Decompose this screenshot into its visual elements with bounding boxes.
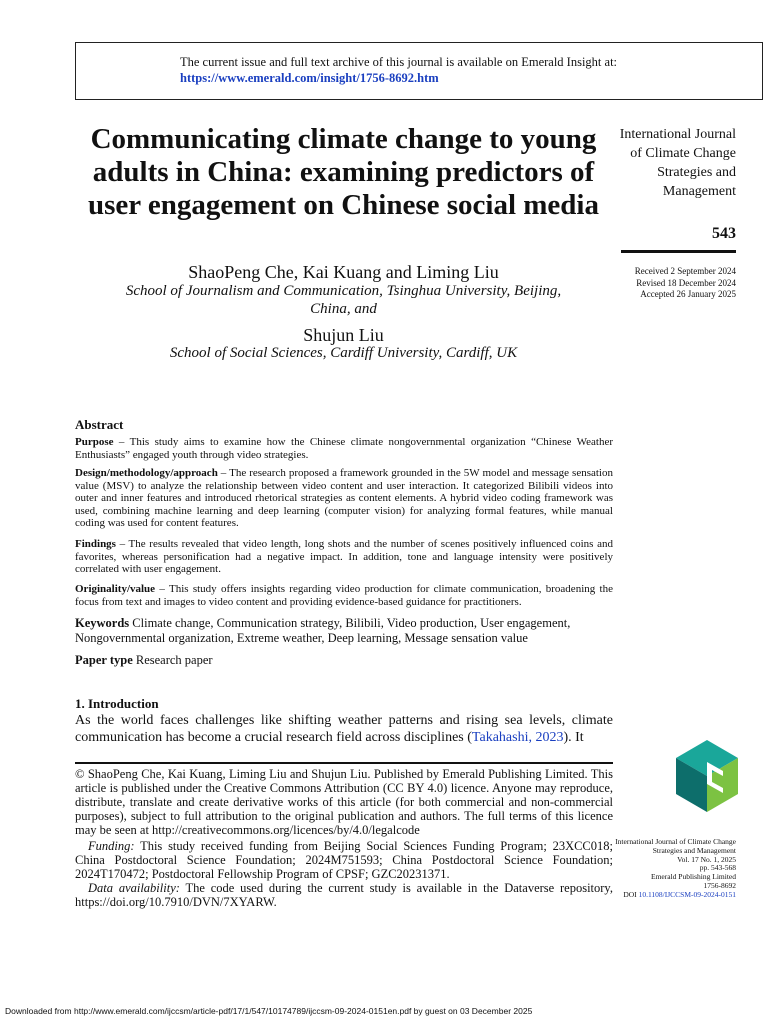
purpose-label: Purpose [75, 436, 114, 448]
funding-text: This study received funding from Beijing Social Sciences Funding Program; 23XCC018; China Postdoctoral Science Foundation; 2024M751593; China Postdoctoral Science Foundation; 2024T170472; Postdoctoral Fellowship Program of CPSF; GZC20231371. [75, 839, 613, 881]
affiliation-cardiff: School of Social Sciences, Cardiff University, Cardiff, UK [169, 345, 518, 361]
paper-type-label: Paper type [75, 653, 133, 667]
journal-info-name: International Journal of Climate Change Strategies and Management [615, 837, 736, 855]
abstract-purpose [75, 436, 613, 461]
funding-note [75, 839, 613, 881]
journal-pages: pp. 543-568 [699, 863, 736, 873]
access-notice-text: The current issue and full text archive of this journal is available on Emerald Insight at: [180, 55, 618, 69]
paper-type [75, 653, 213, 668]
abstract-design [75, 467, 613, 530]
received-date: Received 2 September 2024 [634, 266, 736, 276]
abstract-findings [75, 538, 613, 576]
emerald-logo-icon [676, 740, 738, 812]
funding-label: Funding: [88, 839, 135, 853]
article-dates [612, 266, 736, 301]
revised-date: Revised 18 December 2024 [636, 277, 736, 288]
purpose-text: – This study aims to examine how the Chinese climate nongovernmental organization “Chinese Weather Enthusiasts” engaged youth through video strategies. [75, 436, 613, 461]
affiliation-tsinghua: School of Journalism and Communication, Tsinghua University, Beijing, China, and [125, 283, 562, 317]
author-second: Shujun Liu [303, 325, 384, 345]
page-number: 543 [712, 225, 736, 242]
findings-text: – The results revealed that video length, long shots and the number of scenes positively influenced coins and favorites, whereas personification had a negative impact. In addition, tone and language intensity were positively correlated with user engagement. [75, 538, 613, 576]
citation-link[interactable]: Takahashi, 2023 [471, 730, 564, 745]
download-footer: Downloaded from http://www.emerald.com/ijccsm/article-pdf/17/1/547/10174789/ijccsm-09-2024-0151en.pdf by guest on 03 December 2025 [5, 1006, 533, 1016]
copyright-notice: © ShaoPeng Che, Kai Kuang, Liming Liu and Shujun Liu. Published by Emerald Publishing Limited. This article is published under the Creative Commons Attribution (CC BY 4.0) licence. Anyone may reproduce, distribute, translate and create derivative works of this article (for both commercial and non-commercial purposes), subject to full attribution to the original publication and authors. The full terms of this licence may be seen at http://creativecommons.org/licences/by/4.0/legalcode [75, 767, 613, 837]
journal-info [602, 838, 736, 900]
keywords [75, 616, 613, 646]
section-heading-introduction: 1. Introduction [75, 696, 159, 711]
abstract-heading: Abstract [75, 417, 124, 432]
design-label: Design/methodology/approach [75, 467, 218, 479]
findings-label: Findings [75, 538, 116, 550]
intro-text-start: As the world faces challenges like shifting weather patterns and rising sea levels, climate communication has become a crucial research field across disciplines ( [75, 713, 613, 745]
journal-name: International Journal of Climate Change Strategies and Management [619, 127, 736, 199]
accepted-date: Accepted 26 January 2025 [640, 289, 736, 299]
doi-label: DOI [623, 889, 637, 899]
introduction-text [75, 712, 613, 746]
footnote-divider [75, 762, 613, 764]
data-availability-text: The code used during the current study is available in the Dataverse repository, https://doi.org/10.7910/DVN/7XYARW. [75, 881, 613, 909]
intro-text-end: ). It [563, 730, 584, 745]
article-title: Communicating climate change to young adults in China: examining predictors of user engagement on Chinese social media [88, 123, 599, 221]
originality-text: – This study offers insights regarding video production for climate communication, broadening the focus from text and images to video content and providing evidence-based guidance for practitioners. [75, 583, 613, 608]
journal-archive-link[interactable]: https://www.emerald.com/insight/1756-8692.htm [180, 71, 439, 85]
publisher-name: Emerald Publishing Limited [651, 872, 736, 882]
data-availability-note [75, 881, 613, 909]
doi-line [602, 891, 736, 900]
originality-label: Originality/value [75, 583, 156, 595]
data-availability-label: Data availability: [88, 881, 180, 895]
author-list: ShaoPeng Che, Kai Kuang and Liming Liu [188, 262, 499, 282]
journal-volume: Vol. 17 No. 1, 2025 [677, 854, 736, 864]
abstract-originality [75, 583, 613, 608]
journal-issn: 1756-8692 [703, 880, 736, 890]
paper-type-text: Research paper [132, 653, 213, 667]
sidebar-divider [621, 250, 736, 253]
doi-link[interactable]: 10.1108/IJCCSM-09-2024-0151 [638, 889, 736, 899]
design-text: – The research proposed a framework grounded in the 5W model and message sensation value (MSV) to analyze the relationship between video content and user interaction. It categorized Bilibili videos into outer and inner features and introduced rhetorical strategies as content elements. A hybrid video coding framework was used, combining machine learning and deep learning (computer vision) for analyzing formal features, while manual coding was used for content features. [75, 467, 613, 530]
keywords-label: Keywords [75, 616, 130, 630]
keywords-text: Climate change, Communication strategy, Bilibili, Video production, User engagement, Nongovernmental organization, Extreme weather, Deep learning, Message sensation value [75, 616, 571, 645]
